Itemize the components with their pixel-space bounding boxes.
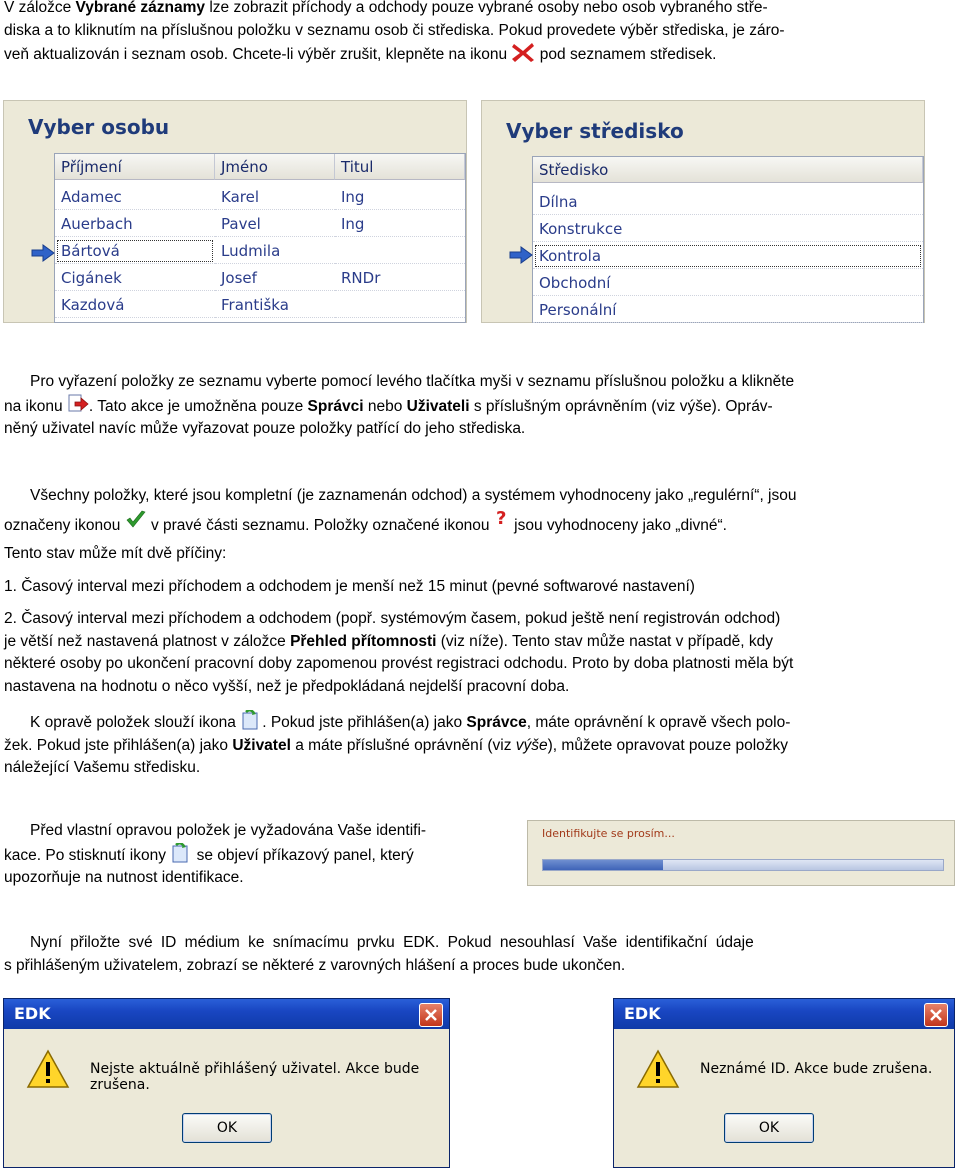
persons-grid bbox=[54, 153, 466, 323]
column-header-firstname[interactable]: Jméno bbox=[215, 154, 335, 180]
person-firstname[interactable]: Pavel bbox=[215, 211, 335, 237]
causes-list bbox=[4, 543, 954, 566]
intro-text: pod seznamem středisek. bbox=[535, 46, 717, 63]
dialog-titlebar bbox=[4, 999, 449, 1029]
remove-text: s příslušným oprávněním (viz výše). Opráv- bbox=[469, 397, 773, 415]
person-title[interactable] bbox=[335, 238, 465, 264]
person-firstname[interactable]: Ludmila bbox=[215, 238, 335, 264]
remove-text: Pro vyřazení položky ze seznamu vyberte pomocí levého tlačítka myši v seznamu příslušnou položku a klikněte bbox=[30, 373, 795, 390]
centers-panel bbox=[481, 100, 925, 323]
close-button[interactable] bbox=[924, 1003, 948, 1027]
status-paragraph bbox=[4, 485, 954, 537]
dialog-message: Neznámé ID. Akce bude zrušena. bbox=[700, 1061, 933, 1077]
centers-grid bbox=[532, 156, 924, 323]
bold-admin: Správci bbox=[307, 397, 364, 415]
bold-user: Uživateli bbox=[406, 397, 470, 415]
cause-2 bbox=[4, 608, 954, 698]
remove-paragraph bbox=[4, 371, 954, 441]
person-title[interactable] bbox=[335, 292, 465, 318]
intro-text: veň aktualizován i seznam osob. Chcete-li výběr zrušit, klepněte na ikonu bbox=[4, 46, 512, 63]
correction-text: . Pokud jste přihlášen(a) jako bbox=[262, 714, 467, 731]
ok-button[interactable]: OK bbox=[724, 1113, 814, 1143]
correction-text: ), můžete opravovat pouze položky bbox=[547, 736, 789, 754]
edit-document-icon bbox=[170, 843, 192, 863]
correction-text: náležející Vašemu středisku. bbox=[4, 759, 201, 776]
identification-progress-bar bbox=[542, 859, 944, 871]
selected-row-arrow-icon bbox=[509, 246, 533, 264]
bold-presence-tab: Přehled přítomnosti bbox=[290, 632, 437, 650]
person-surname[interactable]: Cigánek bbox=[55, 265, 215, 291]
remove-text: . Tato akce je umožněna pouze bbox=[88, 397, 308, 415]
remove-text: nebo bbox=[363, 397, 407, 415]
close-icon bbox=[420, 1004, 442, 1026]
selected-row-arrow-icon bbox=[31, 244, 55, 262]
bold-user: Uživatel bbox=[232, 736, 291, 754]
dialog-titlebar bbox=[614, 999, 954, 1029]
status-text: Všechny položky, které jsou kompletní (je zaznamenán odchod) a systémem vyhodnoceny jako „regulérní“, jsou bbox=[30, 487, 797, 504]
status-text: v pravé části seznamu. Položky označené ikonou bbox=[146, 516, 494, 534]
ok-button[interactable]: OK bbox=[182, 1113, 272, 1143]
column-header-surname[interactable]: Příjmení bbox=[55, 154, 215, 180]
warning-icon bbox=[26, 1049, 70, 1089]
person-surname[interactable]: Auerbach bbox=[55, 211, 215, 237]
centers-panel-title: Vyber středisko bbox=[506, 119, 684, 143]
intro-text: V záložce bbox=[4, 0, 76, 16]
dialog-title: EDK bbox=[624, 1004, 661, 1023]
status-text: označeny ikonou bbox=[4, 516, 125, 534]
intro-bold-tab: Vybrané záznamy bbox=[75, 0, 206, 16]
edk-dialog-unknown-id bbox=[613, 998, 955, 1168]
person-surname-selected[interactable]: Bártová bbox=[55, 238, 215, 264]
person-surname[interactable]: Adamec bbox=[55, 184, 215, 210]
correction-text: žek. Pokud jste přihlášen(a) jako bbox=[4, 736, 233, 754]
cause-1-text: 1. Časový interval mezi příchodem a odchodem je menší než 15 minut (pevné softwarové nastavení) bbox=[4, 578, 695, 595]
cause-2-text: je větší než nastavená platnost v záložce bbox=[4, 632, 291, 650]
cancel-x-icon bbox=[511, 42, 535, 62]
person-firstname[interactable]: Karel bbox=[215, 184, 335, 210]
identification-progress-panel bbox=[527, 820, 955, 886]
dialog-title: EDK bbox=[14, 1004, 51, 1023]
center-item-selected[interactable]: Kontrola bbox=[533, 243, 923, 269]
ident-text: se objeví příkazový panel, který bbox=[192, 846, 414, 864]
final-paragraph bbox=[4, 932, 954, 977]
ident-text: Před vlastní opravou položek je vyžadována Vaše identifi- bbox=[30, 822, 427, 839]
cause-2-text: 2. Časový interval mezi příchodem a odchodem (popř. systémovým časem, pokud ještě není registrován odchod) bbox=[4, 610, 781, 627]
ident-text: kace. Po stisknutí ikony bbox=[4, 846, 171, 864]
final-text: s přihlášeným uživatelem, zobrazí se některé z varovných hlášení a proces bude ukončen. bbox=[4, 956, 626, 974]
person-firstname[interactable]: Františka bbox=[215, 292, 335, 318]
center-item[interactable]: Obchodní bbox=[533, 270, 923, 296]
progress-fill bbox=[543, 860, 663, 870]
close-icon bbox=[925, 1004, 947, 1026]
bold-admin: Správce bbox=[466, 714, 527, 731]
question-mark-icon bbox=[494, 508, 510, 528]
intro-text: lze zobrazit příchody a odchody pouze vybrané osoby nebo osob vybraného stře- bbox=[205, 0, 768, 16]
cause-2-text: nastavena na hodnotu o něco vyšší, než je předpokládaná nejdelší pracovní doba. bbox=[4, 677, 570, 695]
remove-text: na ikonu bbox=[4, 397, 67, 415]
persons-panel-title: Vyber osobu bbox=[28, 115, 170, 139]
status-text: jsou vyhodnoceny jako „divné“. bbox=[509, 516, 727, 534]
ident-text: upozorňuje na nutnost identifikace. bbox=[4, 869, 244, 886]
correction-text: K opravě položek slouží ikona bbox=[30, 714, 241, 731]
correction-text: , máte oprávnění k opravě všech polo- bbox=[526, 714, 791, 731]
cause-2-text: (viz níže). Tento stav může nastat v případě, kdy bbox=[436, 632, 774, 650]
identification-prompt: Identifikujte se prosím... bbox=[542, 827, 675, 840]
person-title[interactable]: Ing bbox=[335, 211, 465, 237]
dialog-message: Nejste aktuálně přihlášený uživatel. Akce bude zrušena. bbox=[90, 1061, 420, 1093]
identification-paragraph bbox=[4, 820, 514, 890]
column-header-center[interactable]: Středisko bbox=[533, 157, 923, 183]
check-icon bbox=[125, 510, 147, 530]
cause-2-text: některé osoby po ukončení pracovní doby zapomenou provést registraci odchodu. Proto by doba platnosti měla být bbox=[4, 655, 794, 672]
edk-dialog-not-logged-in bbox=[3, 998, 450, 1168]
remove-text: něný uživatel navíc může vyřazovat pouze položky patřící do jeho střediska. bbox=[4, 420, 526, 437]
causes-heading: Tento stav může mít dvě příčiny: bbox=[4, 545, 227, 562]
italic-above: výše bbox=[515, 736, 548, 754]
column-header-title[interactable]: Titul bbox=[335, 154, 465, 180]
svg-text:?: ? bbox=[495, 507, 507, 528]
close-button[interactable] bbox=[419, 1003, 443, 1027]
intro-paragraph bbox=[4, 0, 954, 67]
person-title[interactable]: RNDr bbox=[335, 265, 465, 291]
correction-text: a máte příslušné oprávnění (viz bbox=[290, 736, 516, 754]
correction-paragraph bbox=[4, 710, 954, 780]
edit-document-icon bbox=[240, 710, 262, 730]
center-item[interactable]: Personální bbox=[533, 297, 923, 323]
person-surname[interactable]: Kazdová bbox=[55, 292, 215, 318]
cause-1 bbox=[4, 576, 954, 599]
center-item[interactable]: Dílna bbox=[533, 189, 923, 215]
person-title[interactable]: Ing bbox=[335, 184, 465, 210]
intro-text: diska a to kliknutím na příslušnou položku v seznamu osob či střediska. Pokud provedete výběr střediska, je záro- bbox=[4, 21, 785, 39]
remove-item-icon bbox=[67, 394, 89, 414]
center-item[interactable]: Konstrukce bbox=[533, 216, 923, 242]
person-firstname[interactable]: Josef bbox=[215, 265, 335, 291]
persons-panel bbox=[3, 100, 467, 323]
warning-icon bbox=[636, 1049, 680, 1089]
final-text: Nyní přiložte své ID médium ke snímacímu prvku EDK. Pokud nesouhlasí Vaše identifikační údaje bbox=[30, 934, 754, 951]
